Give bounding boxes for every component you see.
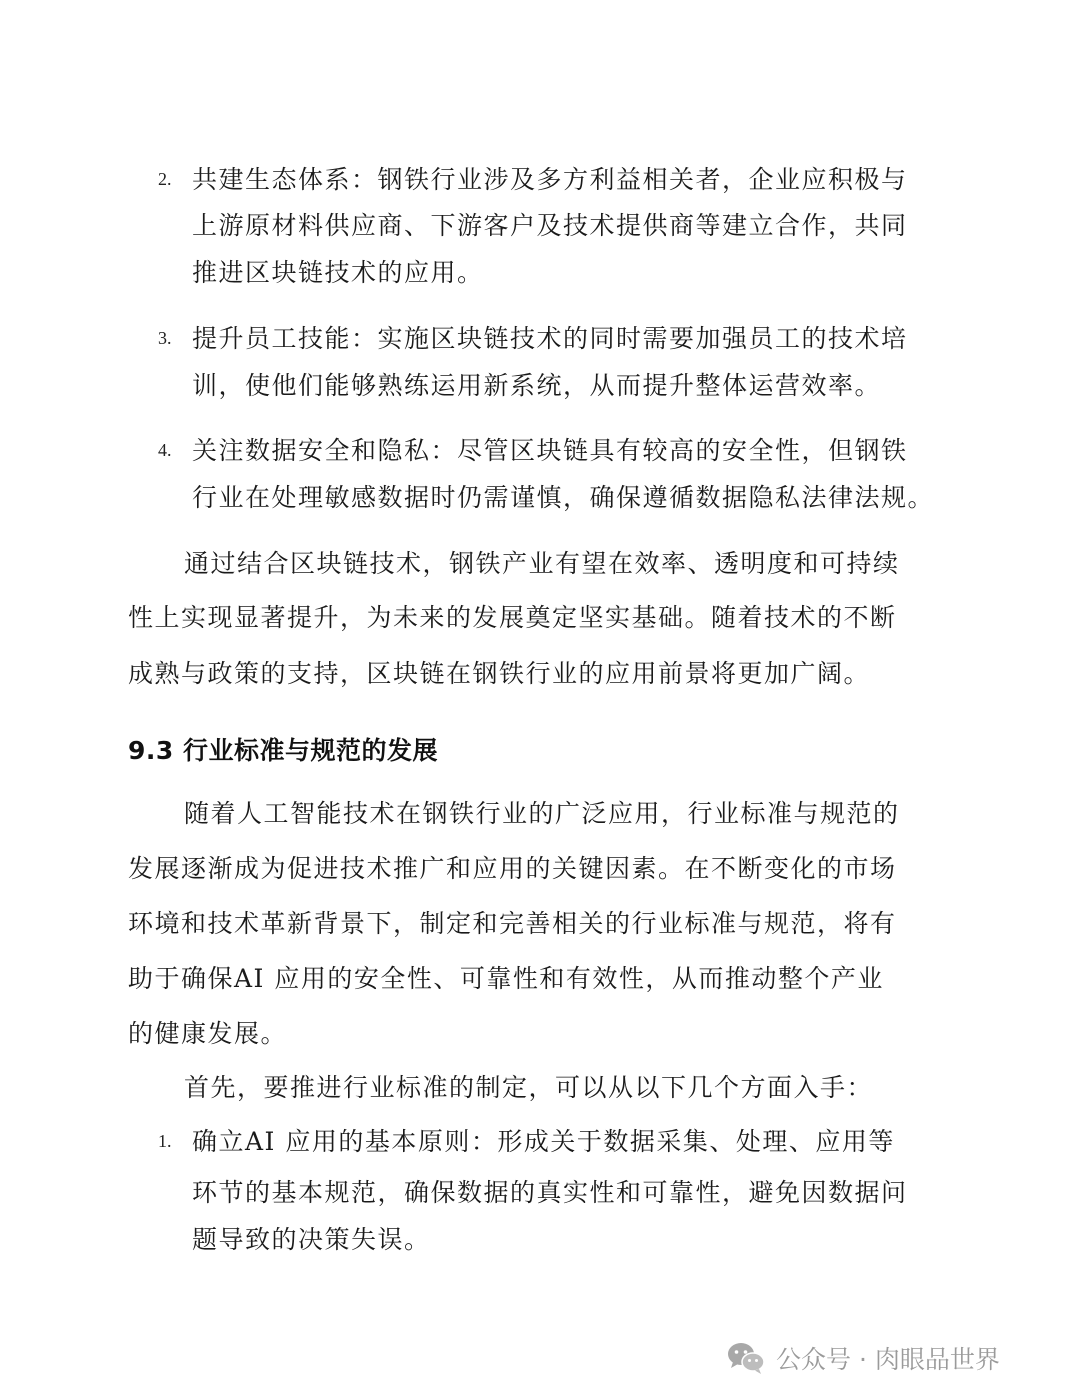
list-item-line: 推进区块链技术的应用。 (192, 258, 484, 287)
list-item-line: 上游原材料供应商、下游客户及技术提供商等建立合作，共同 (192, 211, 908, 240)
paragraph-line: 的健康发展。 (128, 1019, 288, 1048)
list-item-line: 提升员工技能：实施区块链技术的同时需要加强员工的技术培 (192, 324, 908, 353)
list-item-line: 环节的基本规范，确保数据的真实性和可靠性，避免因数据问 (192, 1178, 908, 1207)
list-number: 4. (158, 440, 172, 460)
list-item-line: 共建生态体系：钢铁行业涉及多方利益相关者，企业应积极与 (192, 165, 908, 194)
wechat-icon (726, 1341, 766, 1375)
paragraph-line: 成熟与政策的支持，区块链在钢铁行业的应用前景将更加广阔。 (128, 659, 871, 688)
list-item-line: 确立AI 应用的基本原则：形成关于数据采集、处理、应用等 (192, 1127, 895, 1156)
paragraph-line: 性上实现显著提升，为未来的发展奠定坚实基础。随着技术的不断 (128, 603, 897, 632)
paragraph-line: 发展逐渐成为促进技术推广和应用的关键因素。在不断变化的市场 (128, 854, 897, 883)
paragraph-line: 随着人工智能技术在钢铁行业的广泛应用，行业标准与规范的 (184, 799, 900, 828)
paragraph-line: 助于确保AI 应用的安全性、可靠性和有效性，从而推动整个产业 (128, 964, 884, 993)
list-item-line: 关注数据安全和隐私：尽管区块链具有较高的安全性，但钢铁 (192, 436, 908, 465)
list-number: 2. (158, 169, 172, 189)
watermark-text: 公众号 · 肉眼品世界 (776, 1345, 1000, 1374)
section-heading: 9.3 行业标准与规范的发展 (128, 736, 438, 765)
paragraph-line: 通过结合区块链技术，钢铁产业有望在效率、透明度和可持续 (184, 549, 900, 578)
list-item-line: 训，使他们能够熟练运用新系统，从而提升整体运营效率。 (192, 371, 882, 400)
list-item-line: 行业在处理敏感数据时仍需谨慎，确保遵循数据隐私法律法规。 (192, 483, 935, 512)
list-number: 3. (158, 328, 172, 348)
paragraph-line: 首先，要推进行业标准的制定，可以从以下几个方面入手： (184, 1073, 874, 1102)
watermark (726, 1334, 1000, 1382)
paragraph-line: 环境和技术革新背景下，制定和完善相关的行业标准与规范，将有 (128, 909, 897, 938)
list-item-line: 题导致的决策失误。 (192, 1225, 431, 1254)
list-number: 1. (158, 1131, 172, 1151)
